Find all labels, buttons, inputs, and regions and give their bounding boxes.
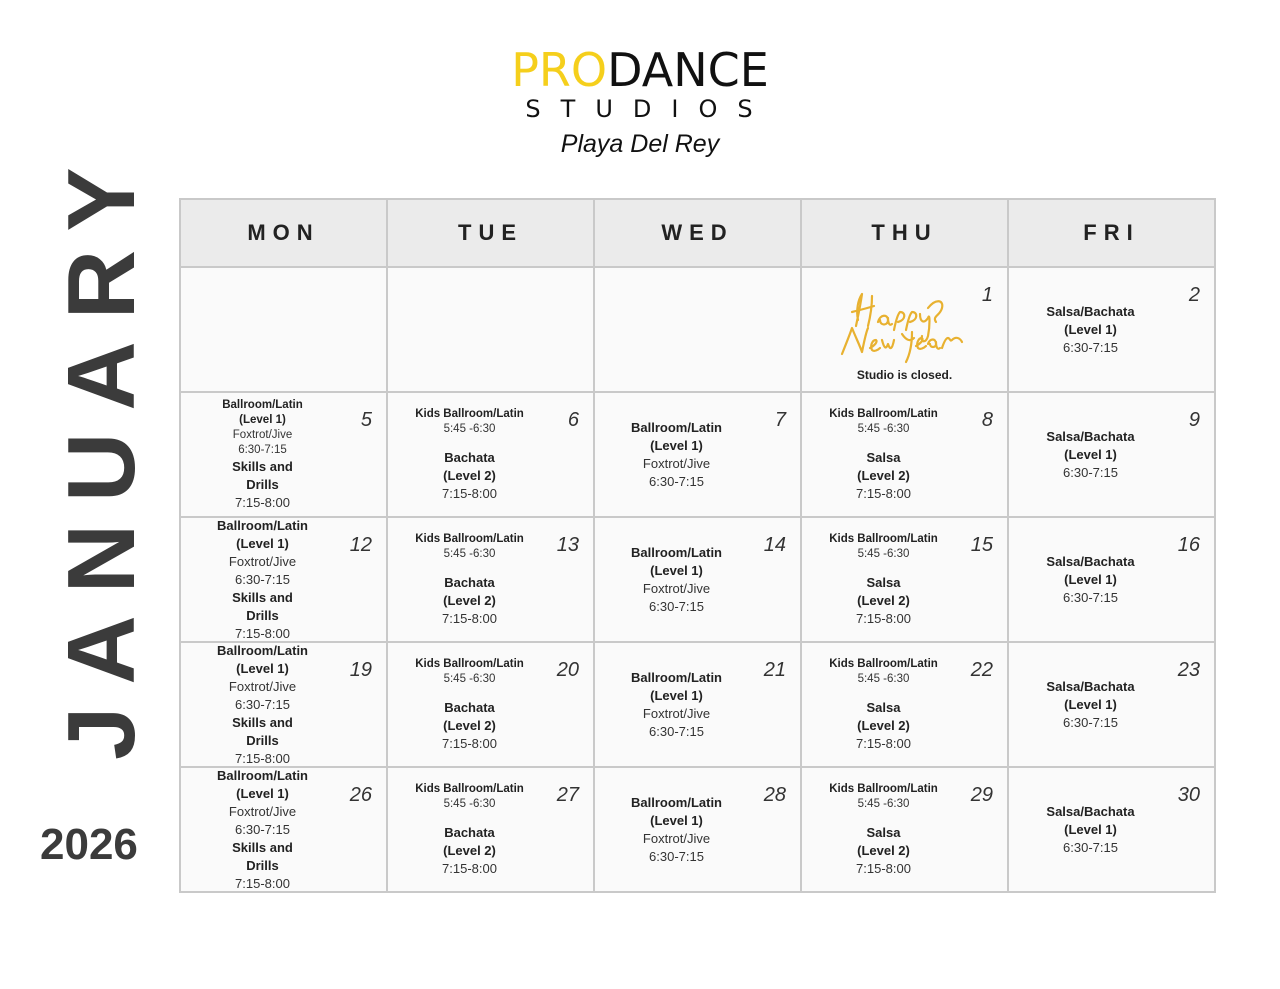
- calendar-grid: [179, 198, 1216, 893]
- week-row: [180, 392, 1215, 517]
- class-name: Bachata: [444, 824, 495, 840]
- day-cell: [180, 392, 387, 517]
- class-level: (Level 2): [443, 467, 496, 483]
- class-subtitle: Foxtrot/Jive: [642, 830, 711, 846]
- class-name: Ballroom/Latin: [630, 794, 722, 810]
- class-subtitle: Foxtrot/Jive: [228, 803, 297, 819]
- class-schedule: [1009, 768, 1172, 891]
- class-schedule: [802, 518, 965, 641]
- class-level: (Level 1): [1064, 696, 1117, 712]
- day-number: 26: [349, 784, 372, 806]
- day-number: 21: [763, 659, 786, 681]
- class-schedule: [1009, 643, 1172, 766]
- class-schedule: [181, 518, 344, 641]
- week-row: [180, 267, 1215, 392]
- day-number: 6: [567, 409, 579, 431]
- class-time: 6:30-7:15: [649, 848, 704, 864]
- class-name: Ballroom/Latin: [630, 669, 722, 685]
- class-schedule: [595, 768, 758, 891]
- day-number: 13: [556, 534, 579, 556]
- kids-class-name: Kids Ballroom/Latin: [829, 657, 938, 670]
- class-name: Bachata: [444, 449, 495, 465]
- class-schedule: [802, 393, 965, 516]
- class-schedule: [595, 518, 758, 641]
- class-time: 7:15-8:00: [856, 485, 911, 501]
- week-row: [180, 767, 1215, 892]
- class-name: Salsa/Bachata: [1046, 428, 1135, 444]
- day-cell: [387, 767, 594, 892]
- class-level: (Level 1): [236, 785, 289, 801]
- class-level: (Level 1): [650, 812, 703, 828]
- class-level: (Level 1): [650, 562, 703, 578]
- class-schedule: [388, 518, 551, 641]
- day-cell: [180, 767, 387, 892]
- class-level: (Level 1): [1064, 571, 1117, 587]
- day-number: 9: [1188, 409, 1200, 431]
- day-number: 27: [556, 784, 579, 806]
- class-name: Ballroom/Latin: [216, 767, 308, 783]
- class-time: 7:15-8:00: [235, 875, 290, 891]
- day-number: 19: [349, 659, 372, 681]
- logo-wordmark: [0, 43, 1280, 97]
- class-time: 6:30-7:15: [235, 696, 290, 712]
- kids-class-name: Kids Ballroom/Latin: [415, 532, 524, 545]
- kids-class-name: Kids Ballroom/Latin: [829, 407, 938, 420]
- day-cell: [594, 767, 801, 892]
- day-cell: [801, 517, 1008, 642]
- day-cell: [180, 517, 387, 642]
- class-time: 6:30-7:15: [235, 821, 290, 837]
- weekday-mon: MON: [180, 199, 387, 267]
- class-subtitle: Foxtrot/Jive: [228, 678, 297, 694]
- class-level: (Level 2): [443, 717, 496, 733]
- class-name: Salsa/Bachata: [1046, 803, 1135, 819]
- class-name: Ballroom/Latin: [216, 642, 308, 658]
- day-cell: [387, 392, 594, 517]
- class-name: Ballroom/Latin: [630, 544, 722, 560]
- class-name: Skills and: [232, 589, 293, 605]
- class-time: 7:15-8:00: [235, 750, 290, 766]
- class-time: 7:15-8:00: [442, 735, 497, 751]
- class-level: (Level 1): [1064, 446, 1117, 462]
- class-level: (Level 1): [1064, 321, 1117, 337]
- studio-closed-note: Studio is closed.: [856, 368, 953, 382]
- class-level: (Level 1): [650, 437, 703, 453]
- day-number: 15: [970, 534, 993, 556]
- kids-class-name: Kids Ballroom/Latin: [829, 532, 938, 545]
- class-name: Salsa/Bachata: [1046, 553, 1135, 569]
- class-time: 7:15-8:00: [442, 485, 497, 501]
- class-subtitle: Foxtrot/Jive: [642, 455, 711, 471]
- day-cell: [180, 642, 387, 767]
- logo-dance: DANCE: [607, 43, 769, 97]
- class-level: (Level 1): [239, 413, 286, 426]
- day-cell: [801, 267, 1008, 392]
- class-schedule: [388, 768, 551, 891]
- class-level: (Level 1): [236, 660, 289, 676]
- kids-class-name: Kids Ballroom/Latin: [415, 407, 524, 420]
- class-subtitle: Foxtrot/Jive: [642, 580, 711, 596]
- week-row: [180, 517, 1215, 642]
- class-time: 6:30-7:15: [1063, 464, 1118, 480]
- day-cell: [1008, 517, 1215, 642]
- day-cell: [594, 642, 801, 767]
- class-schedule: [181, 643, 344, 766]
- class-name: Skills and: [232, 714, 293, 730]
- class-subtitle: Foxtrot/Jive: [228, 553, 297, 569]
- day-cell: [594, 517, 801, 642]
- class-time: 6:30-7:15: [649, 598, 704, 614]
- class-name: Salsa: [866, 699, 901, 715]
- class-level: (Level 2): [857, 717, 910, 733]
- kids-class-time: 5:45 -6:30: [857, 797, 910, 810]
- weekday-tue: TUE: [387, 199, 594, 267]
- class-name-cont: Drills: [246, 857, 279, 873]
- class-name: Ballroom/Latin: [630, 419, 722, 435]
- kids-class-time: 5:45 -6:30: [443, 422, 496, 435]
- class-name: Ballroom/Latin: [222, 398, 303, 411]
- day-cell-empty: [387, 267, 594, 392]
- class-level: (Level 1): [650, 687, 703, 703]
- class-schedule: [802, 768, 965, 891]
- day-cell-empty: [180, 267, 387, 392]
- studio-logo: [0, 43, 1280, 160]
- class-subtitle: Foxtrot/Jive: [232, 428, 293, 441]
- class-name-cont: Drills: [246, 732, 279, 748]
- day-number: 7: [774, 409, 786, 431]
- kids-class-time: 5:45 -6:30: [857, 547, 910, 560]
- day-number: 20: [556, 659, 579, 681]
- class-name: Bachata: [444, 699, 495, 715]
- class-name: Skills and: [232, 458, 293, 474]
- year-label: 2026: [40, 820, 138, 869]
- class-time: 7:15-8:00: [235, 494, 290, 510]
- class-name-cont: Drills: [246, 607, 279, 623]
- day-cell: [387, 642, 594, 767]
- day-number: 14: [763, 534, 786, 556]
- class-schedule: [388, 643, 551, 766]
- day-number: 16: [1177, 534, 1200, 556]
- day-number: 2: [1188, 284, 1200, 306]
- kids-class-time: 5:45 -6:30: [443, 547, 496, 560]
- class-name: Bachata: [444, 574, 495, 590]
- class-schedule: [802, 643, 965, 766]
- day-number: 30: [1177, 784, 1200, 806]
- class-time: 7:15-8:00: [442, 860, 497, 876]
- day-cell: [1008, 767, 1215, 892]
- month-title: JANUARY: [48, 145, 155, 760]
- class-level: (Level 2): [857, 592, 910, 608]
- class-name: Ballroom/Latin: [216, 517, 308, 533]
- day-number: 28: [763, 784, 786, 806]
- day-number: 8: [981, 409, 993, 431]
- class-level: (Level 2): [443, 842, 496, 858]
- week-row: [180, 642, 1215, 767]
- happy-new-year-lettering: [832, 282, 972, 368]
- day-cell: [801, 642, 1008, 767]
- kids-class-name: Kids Ballroom/Latin: [415, 782, 524, 795]
- day-cell: [387, 517, 594, 642]
- logo-location: Playa Del Rey: [560, 130, 720, 158]
- kids-class-time: 5:45 -6:30: [857, 672, 910, 685]
- weekday-header-row: [180, 199, 1215, 267]
- day-cell: [1008, 392, 1215, 517]
- day-number: 23: [1177, 659, 1200, 681]
- class-level: (Level 2): [443, 592, 496, 608]
- class-name: Skills and: [232, 839, 293, 855]
- class-time: 6:30-7:15: [1063, 839, 1118, 855]
- class-level: (Level 1): [1064, 821, 1117, 837]
- day-number: 29: [970, 784, 993, 806]
- class-schedule: [1009, 518, 1172, 641]
- day-cell: [1008, 642, 1215, 767]
- class-level: (Level 1): [236, 535, 289, 551]
- day-number: 1: [981, 284, 993, 306]
- class-level: (Level 2): [857, 842, 910, 858]
- class-name: Salsa: [866, 824, 901, 840]
- class-schedule: [388, 393, 551, 516]
- class-time: 7:15-8:00: [856, 735, 911, 751]
- class-time: 7:15-8:00: [856, 860, 911, 876]
- class-time: 7:15-8:00: [235, 625, 290, 641]
- class-name: Salsa/Bachata: [1046, 303, 1135, 319]
- class-time: 6:30-7:15: [649, 723, 704, 739]
- day-cell: [801, 392, 1008, 517]
- kids-class-time: 5:45 -6:30: [443, 797, 496, 810]
- class-name: Salsa: [866, 574, 901, 590]
- class-time: 6:30-7:15: [1063, 339, 1118, 355]
- day-number: 12: [349, 534, 372, 556]
- logo-studios: STUDIOS: [525, 95, 773, 123]
- class-schedule: [1009, 393, 1172, 516]
- day-number: 5: [360, 409, 372, 431]
- class-schedule: [1009, 268, 1172, 391]
- class-name-cont: Drills: [246, 476, 279, 492]
- class-name: Salsa/Bachata: [1046, 678, 1135, 694]
- day-cell: [1008, 267, 1215, 392]
- kids-class-name: Kids Ballroom/Latin: [829, 782, 938, 795]
- class-time: 6:30-7:15: [235, 571, 290, 587]
- class-time: 6:30-7:15: [1063, 714, 1118, 730]
- weekday-wed: WED: [594, 199, 801, 267]
- class-subtitle: Foxtrot/Jive: [642, 705, 711, 721]
- class-time: 6:30-7:15: [1063, 589, 1118, 605]
- day-number: 22: [970, 659, 993, 681]
- logo-pro: PRO: [511, 43, 608, 97]
- kids-class-time: 5:45 -6:30: [857, 422, 910, 435]
- class-time: 7:15-8:00: [442, 610, 497, 626]
- day-cell-empty: [594, 267, 801, 392]
- class-schedule: [181, 768, 344, 891]
- class-name: Salsa: [866, 449, 901, 465]
- class-level: (Level 2): [857, 467, 910, 483]
- class-schedule: [181, 393, 344, 516]
- kids-class-time: 5:45 -6:30: [443, 672, 496, 685]
- class-schedule: [595, 643, 758, 766]
- kids-class-name: Kids Ballroom/Latin: [415, 657, 524, 670]
- day-cell: [594, 392, 801, 517]
- weekday-fri: FRI: [1008, 199, 1215, 267]
- class-time: 6:30-7:15: [649, 473, 704, 489]
- weekday-thu: THU: [801, 199, 1008, 267]
- class-time: 6:30-7:15: [238, 443, 287, 456]
- class-schedule: [595, 393, 758, 516]
- class-time: 7:15-8:00: [856, 610, 911, 626]
- day-cell: [801, 767, 1008, 892]
